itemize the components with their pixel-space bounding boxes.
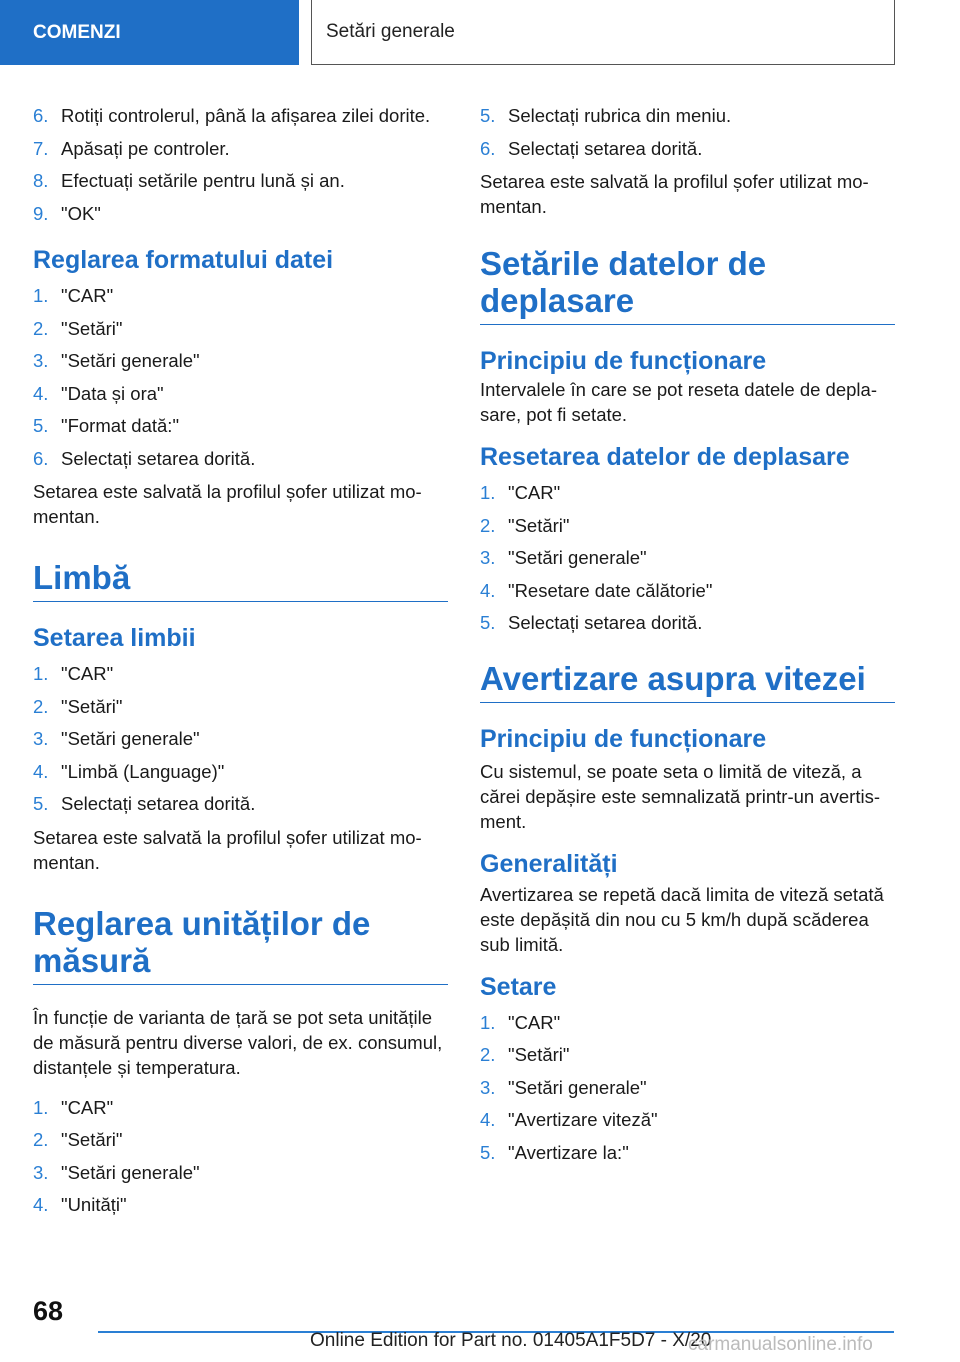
step-item [33, 1092, 448, 1125]
step-item [480, 510, 895, 543]
step-item [33, 280, 448, 313]
step-text: "Format dată:" [61, 415, 180, 436]
step-number: 3. [33, 350, 49, 371]
step-number: 2. [480, 514, 496, 536]
step-number: 3. [480, 1076, 496, 1098]
step-text: Selectați rubrica din meniu. [508, 105, 732, 126]
step-item [33, 658, 448, 691]
step-text: "Setări" [61, 317, 123, 339]
step-text: Selectați setarea dorită. [61, 793, 256, 814]
step-text: Selectați setarea dorită. [508, 612, 703, 633]
step-item [33, 1124, 448, 1157]
step-text: Selectați setarea dorită. [61, 447, 256, 469]
step-item [480, 542, 895, 575]
heading-reset-trip: Resetarea datelor de deplasare [480, 443, 850, 471]
paragraph-saved: Setarea este salvată la profilul șofer utilizat mo-mentan. [480, 171, 869, 217]
heading-setting: Setare [480, 972, 557, 1001]
step-number: 2. [33, 317, 49, 339]
watermark-text: carmanualsonline.info [688, 1334, 873, 1355]
step-list [33, 1092, 448, 1222]
section-tab [0, 0, 299, 65]
step-item [33, 133, 448, 166]
heading-date-format: Reglarea formatului datei [33, 246, 334, 274]
step-text: Selectați setarea dorită. [508, 137, 703, 159]
step-item [480, 1039, 895, 1072]
step-item [33, 198, 448, 231]
step-list [33, 658, 448, 821]
step-number: 6. [33, 105, 49, 126]
step-text: "Setări generale" [61, 350, 200, 371]
step-text: "CAR" [61, 1096, 114, 1118]
step-item [33, 378, 448, 411]
step-text: "Setări generale" [61, 1161, 200, 1183]
step-number: 9. [33, 202, 49, 224]
step-text: "CAR" [508, 482, 561, 503]
step-number: 4. [33, 382, 49, 404]
step-number: 1. [33, 285, 49, 306]
header-title-text: Setări generale [326, 21, 455, 42]
paragraph-principle-2: Cu sistemul, se poate seta o limită de viteză, a cărei depășire este semnalizată printr-un avertis-ment. [480, 760, 880, 832]
step-text: "Setări" [508, 514, 570, 536]
paragraph-saved: Setarea este salvată la profilul șofer utilizat mo-mentan. [33, 481, 422, 527]
step-item [480, 1137, 895, 1170]
step-number: 4. [33, 1194, 49, 1215]
step-item [33, 410, 448, 443]
step-text: Apăsați pe controler. [61, 137, 230, 159]
step-number: 5. [33, 793, 49, 814]
heading-language: Limbă [33, 559, 448, 602]
step-text: "Data și ora" [61, 382, 164, 404]
step-item [480, 1104, 895, 1137]
step-number: 8. [33, 170, 49, 191]
step-number: 5. [33, 415, 49, 436]
step-number: 5. [480, 1141, 496, 1163]
step-number: 2. [33, 695, 49, 717]
heading-general: Generalități [480, 849, 618, 878]
step-item [480, 1072, 895, 1105]
step-item [33, 1189, 448, 1222]
step-number: 7. [33, 137, 49, 159]
step-number: 1. [480, 482, 496, 503]
step-item [33, 756, 448, 789]
step-number: 4. [480, 1109, 496, 1130]
step-item [480, 575, 895, 608]
step-number: 5. [480, 105, 496, 126]
step-item [480, 477, 895, 510]
right-column [480, 100, 895, 1169]
step-number: 6. [480, 137, 496, 159]
step-number: 3. [33, 1161, 49, 1183]
step-text: "CAR" [508, 1011, 561, 1033]
step-item [480, 133, 895, 166]
step-text: Efectuați setările pentru lună și an. [61, 170, 345, 191]
step-list [480, 1007, 895, 1170]
footer-edition: Online Edition for Part no. 01405A1F5D7 - X/20 [310, 1330, 712, 1351]
heading-principle-1: Principiu de funcționare [480, 347, 767, 375]
step-text: "Limbă (Language)" [61, 760, 225, 782]
step-item [33, 100, 448, 133]
step-item [480, 1007, 895, 1040]
step-text: Rotiți controlerul, până la afișarea zilei dorite. [61, 105, 431, 126]
step-item [33, 1157, 448, 1190]
heading-units: Reglarea unităților de măsură [33, 905, 448, 985]
paragraph-saved: Setarea este salvată la profilul șofer utilizat mo-mentan. [33, 826, 422, 873]
step-item [33, 691, 448, 724]
step-number: 3. [33, 728, 49, 749]
step-list [480, 477, 895, 640]
step-number: 5. [480, 612, 496, 633]
heading-trip-data: Setările datelor de deplasare [480, 245, 895, 325]
step-text: "Setări generale" [508, 547, 647, 568]
step-text: "Setări" [61, 1129, 123, 1150]
step-number: 2. [33, 1129, 49, 1150]
step-number: 2. [480, 1044, 496, 1065]
step-text: "Setări generale" [508, 1076, 647, 1098]
step-number: 3. [480, 547, 496, 568]
section-tab-label: COMENZI [33, 21, 121, 43]
step-text: "OK" [61, 202, 101, 224]
heading-set-language: Setarea limbii [33, 624, 196, 652]
step-number: 1. [33, 1096, 49, 1118]
step-item [33, 443, 448, 476]
step-text: "Resetare date călătorie" [508, 579, 713, 601]
page-header-title [311, 0, 895, 65]
step-item [480, 607, 895, 640]
step-item [33, 723, 448, 756]
step-text: "CAR" [61, 663, 114, 684]
paragraph-units: În funcție de varianta de țară se pot seta unitățile de măsură pentru diverse valori, de ex. consumul, distanțele și temperatura. [33, 1006, 443, 1078]
step-text: "Avertizare viteză" [508, 1109, 658, 1130]
step-item [33, 313, 448, 346]
step-item [480, 100, 895, 133]
step-text: "Setări" [508, 1044, 570, 1065]
step-text: "CAR" [61, 285, 114, 306]
step-number: 1. [33, 663, 49, 684]
step-text: "Setări generale" [61, 728, 200, 749]
step-list [480, 100, 895, 165]
step-text: "Setări" [61, 695, 123, 717]
step-text: "Unități" [61, 1194, 127, 1215]
step-number: 4. [33, 760, 49, 782]
step-number: 1. [480, 1011, 496, 1033]
paragraph-principle-1: Intervalele în care se pot reseta datele de depla-sare, pot fi setate. [480, 379, 877, 425]
step-text: "Avertizare la:" [508, 1141, 629, 1163]
left-column [33, 100, 448, 1222]
step-item [33, 345, 448, 378]
heading-principle-2: Principiu de funcționare [480, 724, 767, 753]
step-number: 4. [480, 579, 496, 601]
page-number: 68 [33, 1296, 64, 1326]
step-number: 6. [33, 447, 49, 469]
step-list [33, 280, 448, 475]
heading-speed-warning: Avertizare asupra vitezei [480, 660, 895, 703]
step-list [33, 100, 448, 230]
paragraph-general: Avertizarea se repetă dacă limita de viteză setată este depășită din nou cu 5 km/h după scăderea sub limită. [480, 883, 884, 955]
step-item [33, 165, 448, 198]
step-item [33, 788, 448, 821]
